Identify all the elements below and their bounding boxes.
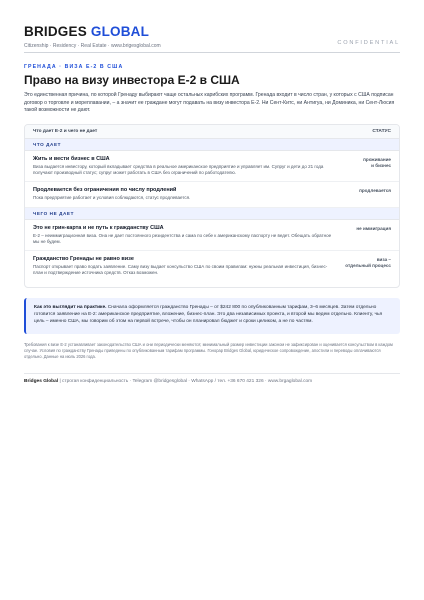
- row-status-line2: отдельный процесс: [345, 263, 391, 269]
- row-status-line1: продлевается: [359, 188, 391, 194]
- row-description: Паспорт открывает право подать заявление. Саму визу выдает консульство США по своим правилам: нужны реальная инвестиция, бизнес-план и подтверждение источника средств. Отказ возможен.: [33, 264, 328, 276]
- practice-note-body: Сначала оформляется гражданство Гренады – от $242 800 по опубликованным тарифам, 3–6 месяцев. Затем отдельно готовится заявление на Е-2: американское предприятие, вложение, бизнес-план. Это два независимых проекта, и второй мы ведем отдельно. Клиенту, чья цель – именно США, мы говорим об этом на первой встрече, чтобы он планировал бюджет и сроки целиком, а не по частям.: [34, 305, 383, 324]
- brand-tagline: Citizenship · Residency · Real Estate · www.brigesglobal.com: [24, 43, 161, 49]
- row-description: Е-2 – неиммиграционная виза. Она не дает постоянного резидентства и сама по себе к американскому паспорту не ведет. Обещать обратное мы не будем.: [33, 232, 332, 244]
- contacts-line: [24, 379, 400, 384]
- table-row: [25, 251, 399, 281]
- row-status-line1: виза –: [376, 257, 391, 263]
- row-description: Виза выдается инвестору, который вкладывает средства в реальное американское предприятие и управляет им. Супруг и дети до 21 года получают производный статус; супруг может работать в США без ограничений по работодателю.: [33, 164, 324, 176]
- page-header: [24, 24, 400, 49]
- contacts-details: | строгая конфиденциальность · Telegram @bridgesglobal · WhatsApp / тел. +36 670 421 326 · www.brgaglobal.com: [58, 379, 313, 384]
- row-status: [335, 226, 391, 232]
- section-label-not-gives: ЧЕГО НЕ ДАЕТ: [25, 208, 399, 220]
- page-title: Право на визу инвестора Е-2 в США: [24, 73, 240, 87]
- table-header: [25, 125, 399, 139]
- table-row: [25, 220, 399, 251]
- row-status: [335, 257, 391, 269]
- breadcrumb: ГРЕНАДА · ВИЗА Е-2 В США: [24, 64, 124, 70]
- header-divider: [24, 52, 400, 53]
- contacts-brand: Bridges Global: [24, 379, 59, 384]
- row-title: Жить и вести бизнес в США: [33, 156, 110, 162]
- row-status-line1: не иммиграция: [356, 225, 391, 231]
- practice-note: [24, 298, 400, 334]
- row-status-line2: и бизнес: [371, 163, 391, 168]
- row-status: [335, 188, 391, 194]
- practice-note-lead: Как это выглядит на практике.: [34, 305, 107, 310]
- e2-table: [24, 124, 400, 288]
- footer-divider: [24, 373, 400, 374]
- table-row: [25, 182, 399, 207]
- row-title: Гражданство Гренады не равно визе: [33, 256, 134, 263]
- row-status-line1: проживание: [363, 157, 391, 162]
- table-row: [25, 151, 399, 182]
- brand-name-part2: GLOBAL: [90, 24, 150, 39]
- practice-note-text: [34, 304, 392, 325]
- row-description: Пока предприятие работает и условия соблюдаются, статус продлевается.: [33, 195, 191, 201]
- section-label-gives: ЧТО ДАЕТ: [25, 139, 399, 151]
- brand-logo: [24, 24, 400, 40]
- footnote: Требования к визе Е-2 устанавливает законодательство США и они периодически меняются; минимальный размер инвестиции законом не зафиксирован и оценивается консульством в каждом случае. Условия по гражданству Гренады приведены по опубликованным тарифам программы. Гонорар Bridges Global, юридическое сопровождение, апостили и переводы оплачиваются отдельно. Данные на июль 2026 года.: [24, 342, 393, 359]
- brand-name-part1: BRIDGES: [24, 24, 87, 39]
- confidential-label: CONFIDENTIAL: [337, 40, 400, 46]
- row-title: Это не грин-карта и не путь к гражданству США: [33, 224, 164, 231]
- table-header-status: СТАТУС: [372, 129, 391, 134]
- row-title: Продлевается без ограничения по числу продлений: [33, 187, 177, 194]
- row-status: [335, 157, 391, 169]
- intro-paragraph: Это единственная причина, по которой Гренаду выбирают чаще остальных карибских программ. Гренада входит в число стран, у которых с США подписан договор о торговле и мореплавании, – а значит ее граждане могут подавать на визу инвестора Е-2. Ни Сент-Китс, ни Антигуа, ни Доминика, ни Сент-Люсия такой возможности не дают.: [24, 92, 395, 114]
- table-header-topic: Что дает Е-2 и чего не дает: [33, 129, 98, 134]
